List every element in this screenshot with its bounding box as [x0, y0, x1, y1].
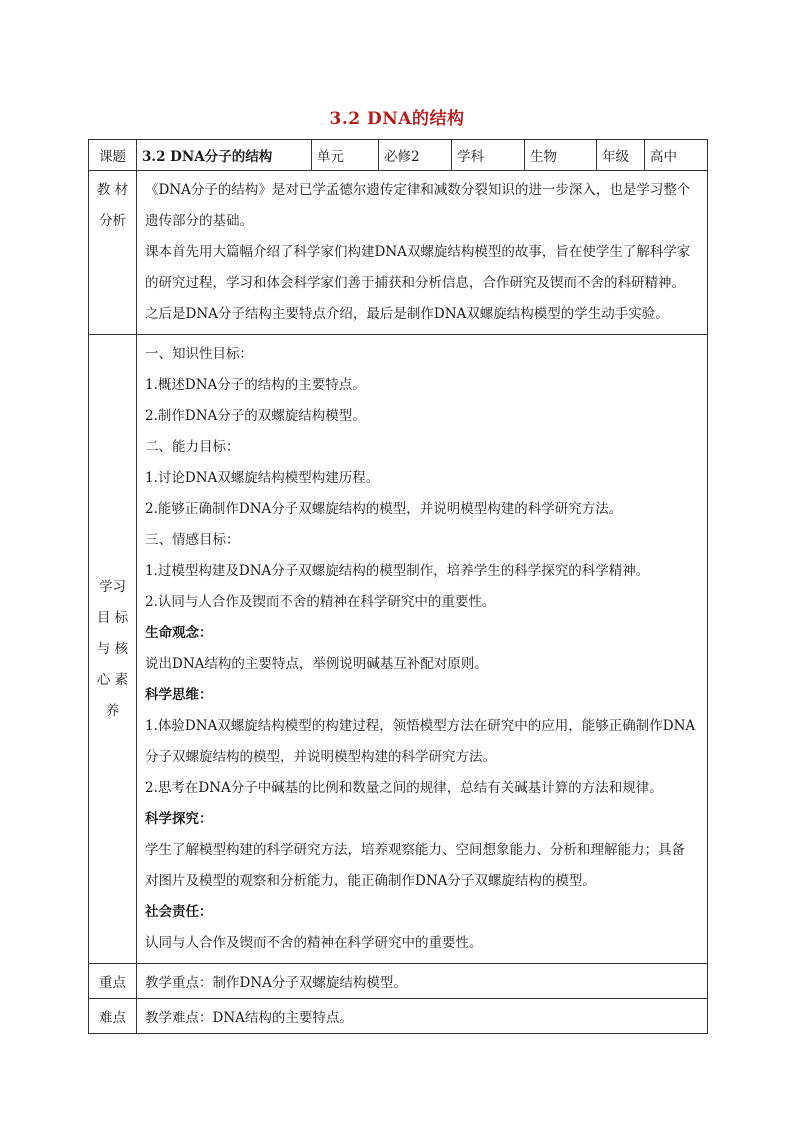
- goals-line: 2.能够正确制作DNA分子双螺旋结构的模型，并说明模型构建的科学研究方法。: [145, 501, 623, 517]
- goals-line: 学生了解模型构建的科学研究方法，培养观察能力、空间想象能力、分析和理解能力；具备: [145, 842, 685, 858]
- unit-value: 必修2: [379, 140, 452, 171]
- goals-line: 1.过模型构建及DNA分子双螺旋结构的模型制作，培养学生的科学探究的科学精神。: [145, 563, 650, 579]
- material-analysis-row: [89, 171, 708, 335]
- goals-label-line: 目 标: [96, 609, 129, 626]
- material-analysis-content: [137, 171, 708, 335]
- goals-label-line: 与 核: [96, 640, 129, 657]
- goals-section-heading: 社会责任：: [145, 904, 213, 920]
- goals-label: [89, 335, 137, 964]
- grade-label: 年级: [597, 140, 645, 171]
- goals-section-heading: 生命观念：: [145, 625, 213, 641]
- lesson-value: 3.2 DNA分子的结构: [137, 140, 312, 171]
- goals-line: 1.概述DNA分子的结构的主要特点。: [145, 377, 366, 393]
- goals-row: [89, 335, 708, 964]
- goals-section-heading: 科学探究：: [145, 811, 213, 827]
- goals-line: 对图片及模型的观察和分析能力，能正确制作DNA分子双螺旋结构的模型。: [145, 873, 596, 889]
- goals-label-line: 养: [105, 702, 120, 719]
- difficult-point-row: [89, 999, 708, 1034]
- material-analysis-label-line: 分析: [99, 213, 126, 229]
- goals-line: 2.制作DNA分子的双螺旋结构模型。: [145, 408, 366, 424]
- goals-line: 2.认同与人合作及锲而不舍的精神在科学研究中的重要性。: [145, 594, 496, 610]
- lesson-plan-table: [88, 139, 708, 1034]
- goals-line: 2.思考在DNA分子中碱基的比例和数量之间的规律，总结有关碱基计算的方法和规律。: [145, 780, 663, 796]
- material-analysis-line: 的研究过程，学习和体会科学家们善于捕获和分析信息，合作研究及锲而不舍的科研精神。: [145, 275, 685, 291]
- goals-line: 1.体验DNA双螺旋结构模型的构建过程，领悟模型方法在研究中的应用，能够正确制作DNA: [145, 718, 696, 734]
- key-point-value: 教学重点：制作DNA分子双螺旋结构模型。: [137, 964, 708, 999]
- material-analysis-line: 遗传部分的基础。: [145, 213, 253, 229]
- key-point-row: [89, 964, 708, 999]
- page-title: 3.2 DNA的结构: [329, 109, 465, 129]
- goals-line: 二、能力目标：: [145, 439, 240, 455]
- goals-section-heading: 科学思维：: [145, 687, 213, 703]
- goals-content: [137, 335, 708, 964]
- unit-label: 单元: [312, 140, 379, 171]
- subject-value: 生物: [525, 140, 597, 171]
- goals-line: 说出DNA结构的主要特点，举例说明碱基互补配对原则。: [145, 656, 488, 672]
- goals-label-line: 心 素: [96, 671, 129, 688]
- goals-line: 分子双螺旋结构的模型，并说明模型构建的科学研究方法。: [145, 749, 496, 765]
- subject-label: 学科: [452, 140, 525, 171]
- lesson-label: 课题: [89, 140, 137, 171]
- goals-label-line: 学习: [99, 578, 126, 595]
- header-row: [89, 140, 708, 171]
- key-point-label: 重点: [89, 964, 137, 999]
- material-analysis-line: 《DNA分子的结构》是对已学孟德尔遗传定律和减数分裂知识的进一步深入，也是学习整个: [145, 182, 691, 198]
- goals-line: 1.讨论DNA双螺旋结构模型构建历程。: [145, 470, 380, 486]
- grade-value: 高中: [645, 140, 708, 171]
- material-analysis-label: [89, 171, 137, 335]
- goals-line: 一、知识性目标：: [145, 346, 253, 362]
- goals-line: 认同与人合作及锲而不舍的精神在科学研究中的重要性。: [145, 935, 483, 951]
- difficult-point-label: 难点: [89, 999, 137, 1034]
- goals-line: 三、情感目标：: [145, 532, 240, 548]
- difficult-point-value: 教学难点：DNA结构的主要特点。: [137, 999, 708, 1034]
- material-analysis-line: 课本首先用大篇幅介绍了科学家们构建DNA双螺旋结构模型的故事，旨在使学生了解科学家: [145, 244, 691, 260]
- material-analysis-line: 之后是DNA分子结构主要特点介绍，最后是制作DNA双螺旋结构模型的学生动手实验。: [145, 306, 669, 322]
- material-analysis-label-line: 教 材: [96, 182, 129, 198]
